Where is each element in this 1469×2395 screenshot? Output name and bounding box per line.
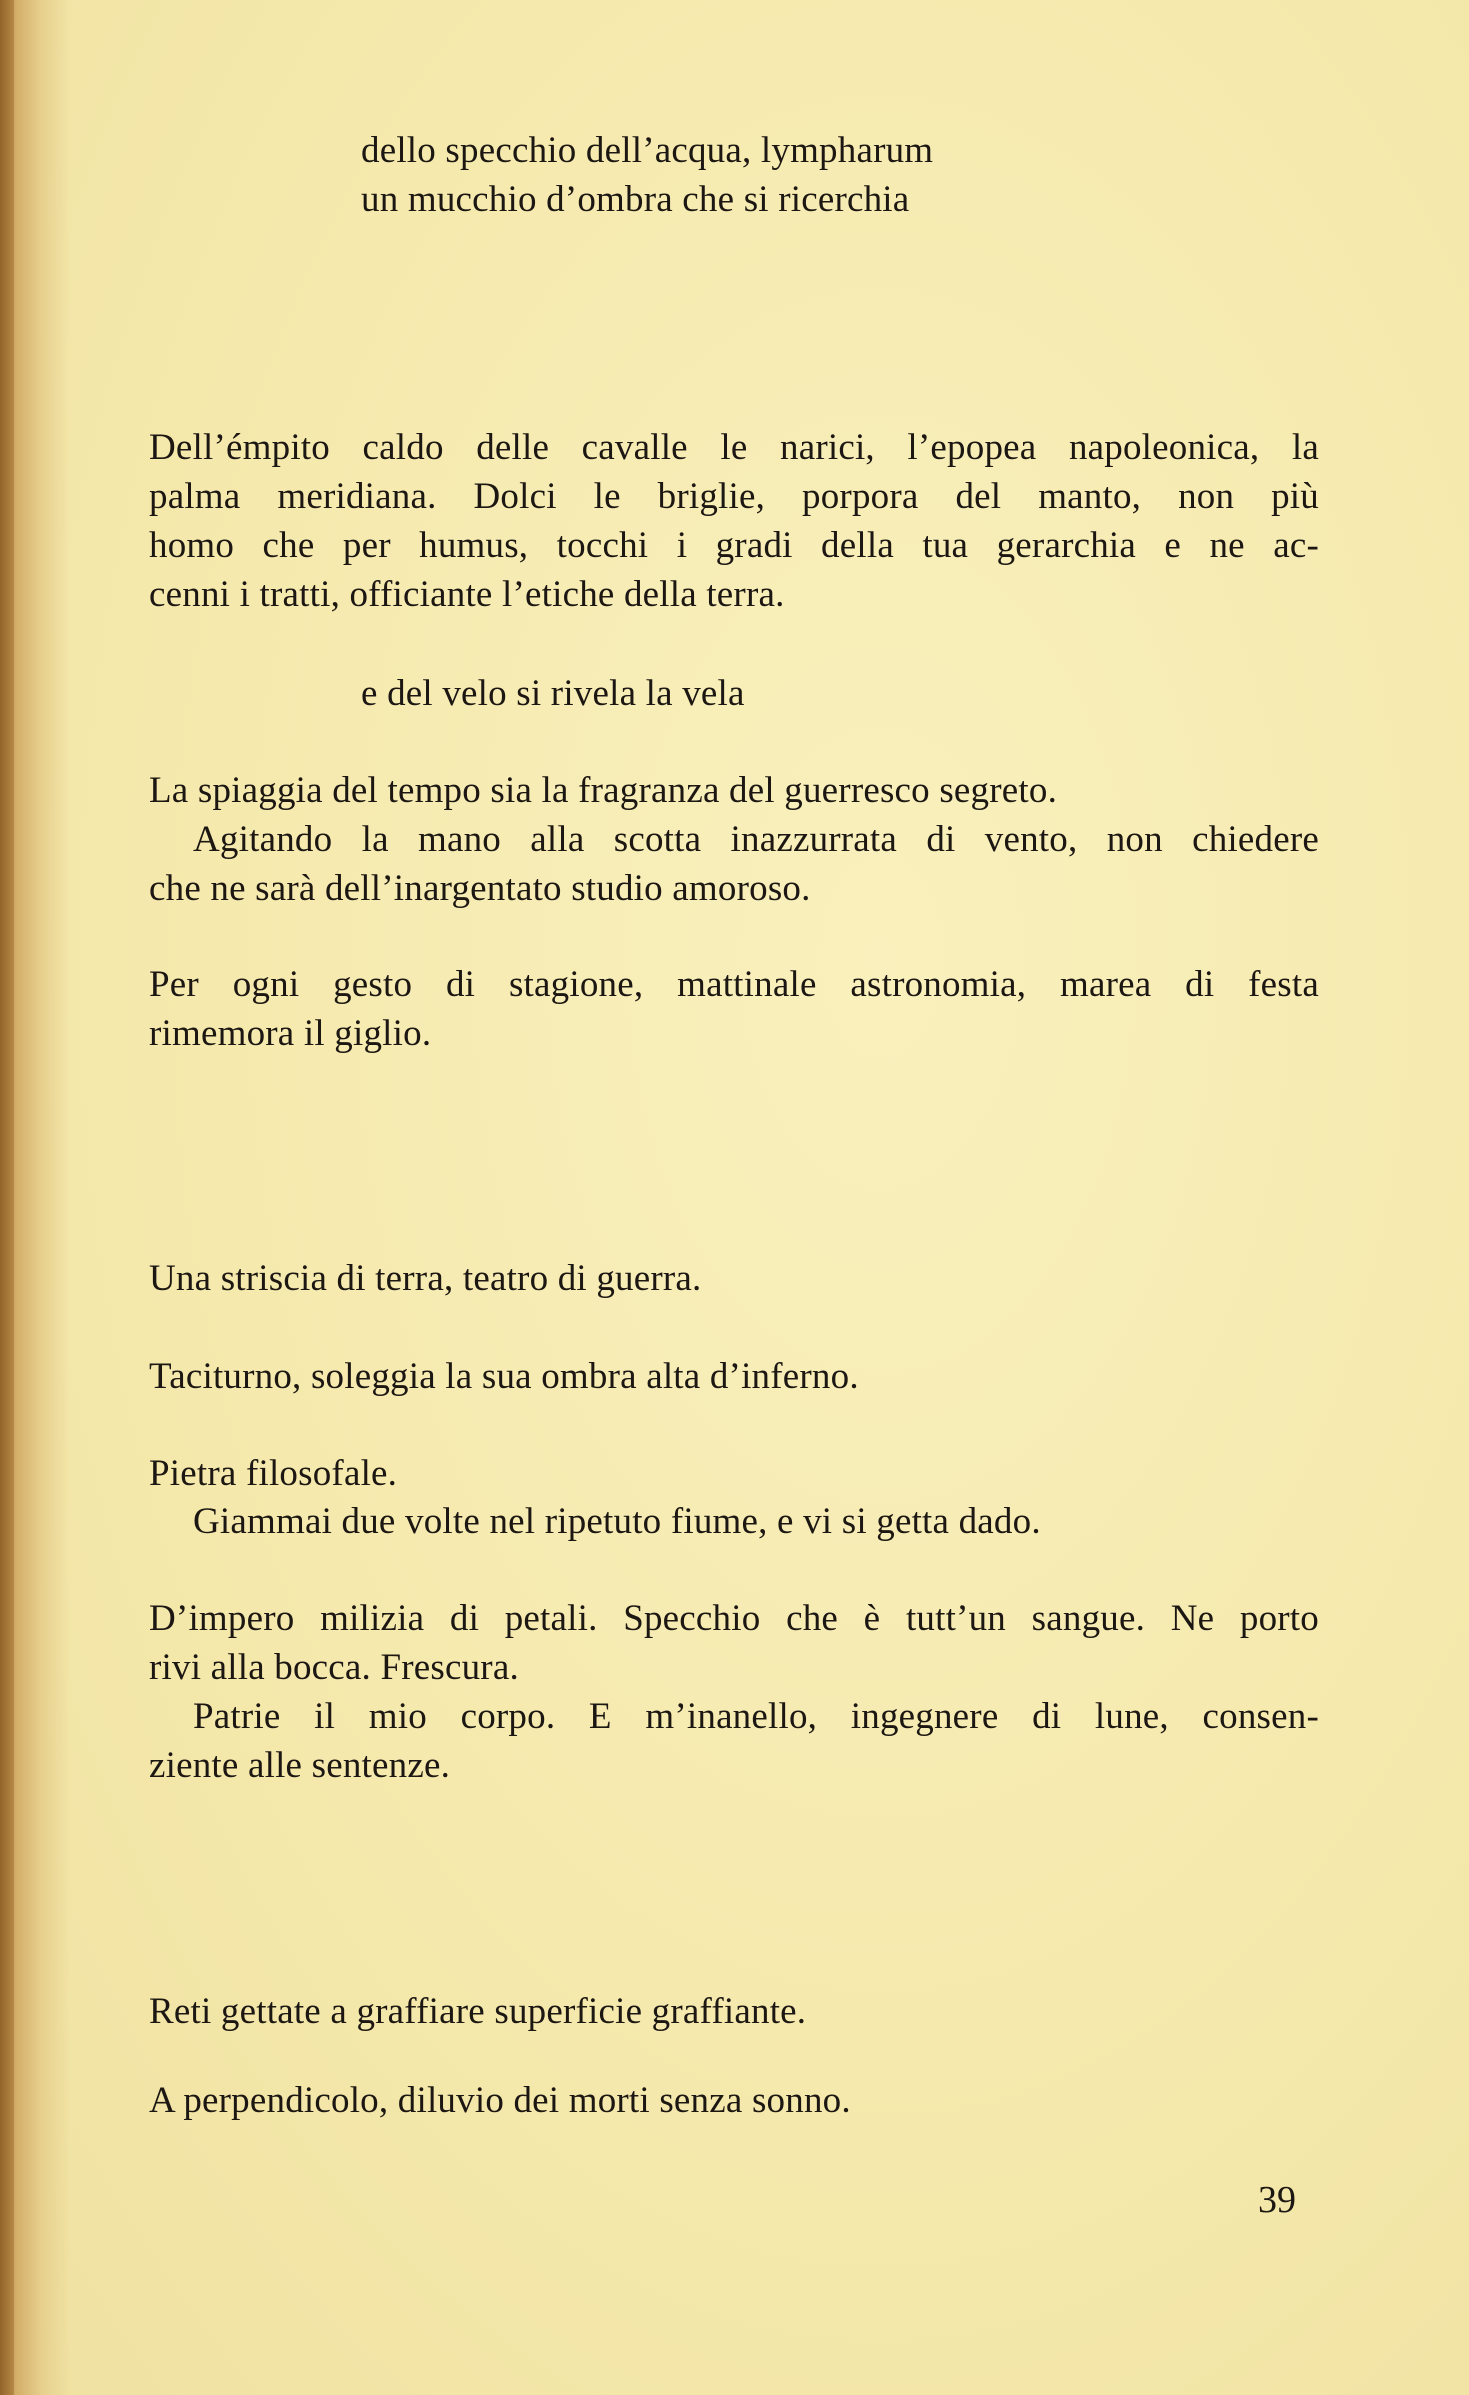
paragraph-impero: [149, 1594, 1319, 1790]
book-spine-edge: [0, 0, 14, 2395]
line-pietra: Pietra filosofale.: [149, 1453, 398, 1494]
paragraph-spiaggia: [149, 766, 1319, 913]
line-taciturno: Taciturno, soleggia la sua ombra alta d’inferno.: [149, 1356, 859, 1397]
paragraph-spiaggia-line-2: Agitando la mano alla scotta inazzurrata di vento, non chiedere: [193, 819, 1319, 860]
paragraph-emptio-line-3: homo che per humus, tocchi i gradi della tua gerarchia e ne ac-: [149, 525, 1319, 566]
paragraph-gesto: [149, 960, 1319, 1058]
paragraph-impero-line-3: Patrie il mio corpo. E m’inanello, ingegnere di lune, consen-: [193, 1696, 1319, 1737]
paragraph-gesto-line-1: Per ogni gesto di stagione, mattinale astronomia, marea di festa: [149, 964, 1319, 1005]
paragraph-emptio-line-2: palma meridiana. Dolci le briglie, porpora del manto, non più: [149, 476, 1319, 517]
paragraph-gesto-line-2: rimemora il giglio.: [149, 1013, 432, 1054]
paragraph-emptio-line-4: cenni i tratti, officiante l’etiche della terra.: [149, 574, 785, 615]
paragraph-impero-line-2: rivi alla bocca. Frescura.: [149, 1647, 519, 1688]
paragraph-impero-line-1: D’impero milizia di petali. Specchio che è tutt’un sangue. Ne porto: [149, 1598, 1319, 1639]
line-giammai: Giammai due volte nel ripetuto fiume, e vi si getta dado.: [193, 1501, 1041, 1542]
verse-top-line-1: dello specchio dell’acqua, lympharum: [361, 130, 934, 171]
verse-velo: e del velo si rivela la vela: [361, 673, 745, 714]
line-striscia: Una striscia di terra, teatro di guerra.: [149, 1258, 702, 1299]
verse-top-line-2: un mucchio d’ombra che si ricerchia: [361, 179, 910, 220]
paragraph-emptio: [149, 423, 1319, 619]
page-number: 39: [1258, 2179, 1296, 2221]
paragraph-spiaggia-line-3: che ne sarà dell’inargentato studio amoroso.: [149, 868, 811, 909]
paragraph-spiaggia-line-1: La spiaggia del tempo sia la fragranza del guerresco segreto.: [149, 770, 1058, 811]
paragraph-impero-line-4: ziente alle sentenze.: [149, 1745, 451, 1786]
line-reti: Reti gettate a graffiare superficie graffiante.: [149, 1991, 807, 2032]
line-perpendicolo: A perpendicolo, diluvio dei morti senza sonno.: [149, 2080, 851, 2121]
paragraph-emptio-line-1: Dell’émpito caldo delle cavalle le narici, l’epopea napoleonica, la: [149, 427, 1319, 468]
